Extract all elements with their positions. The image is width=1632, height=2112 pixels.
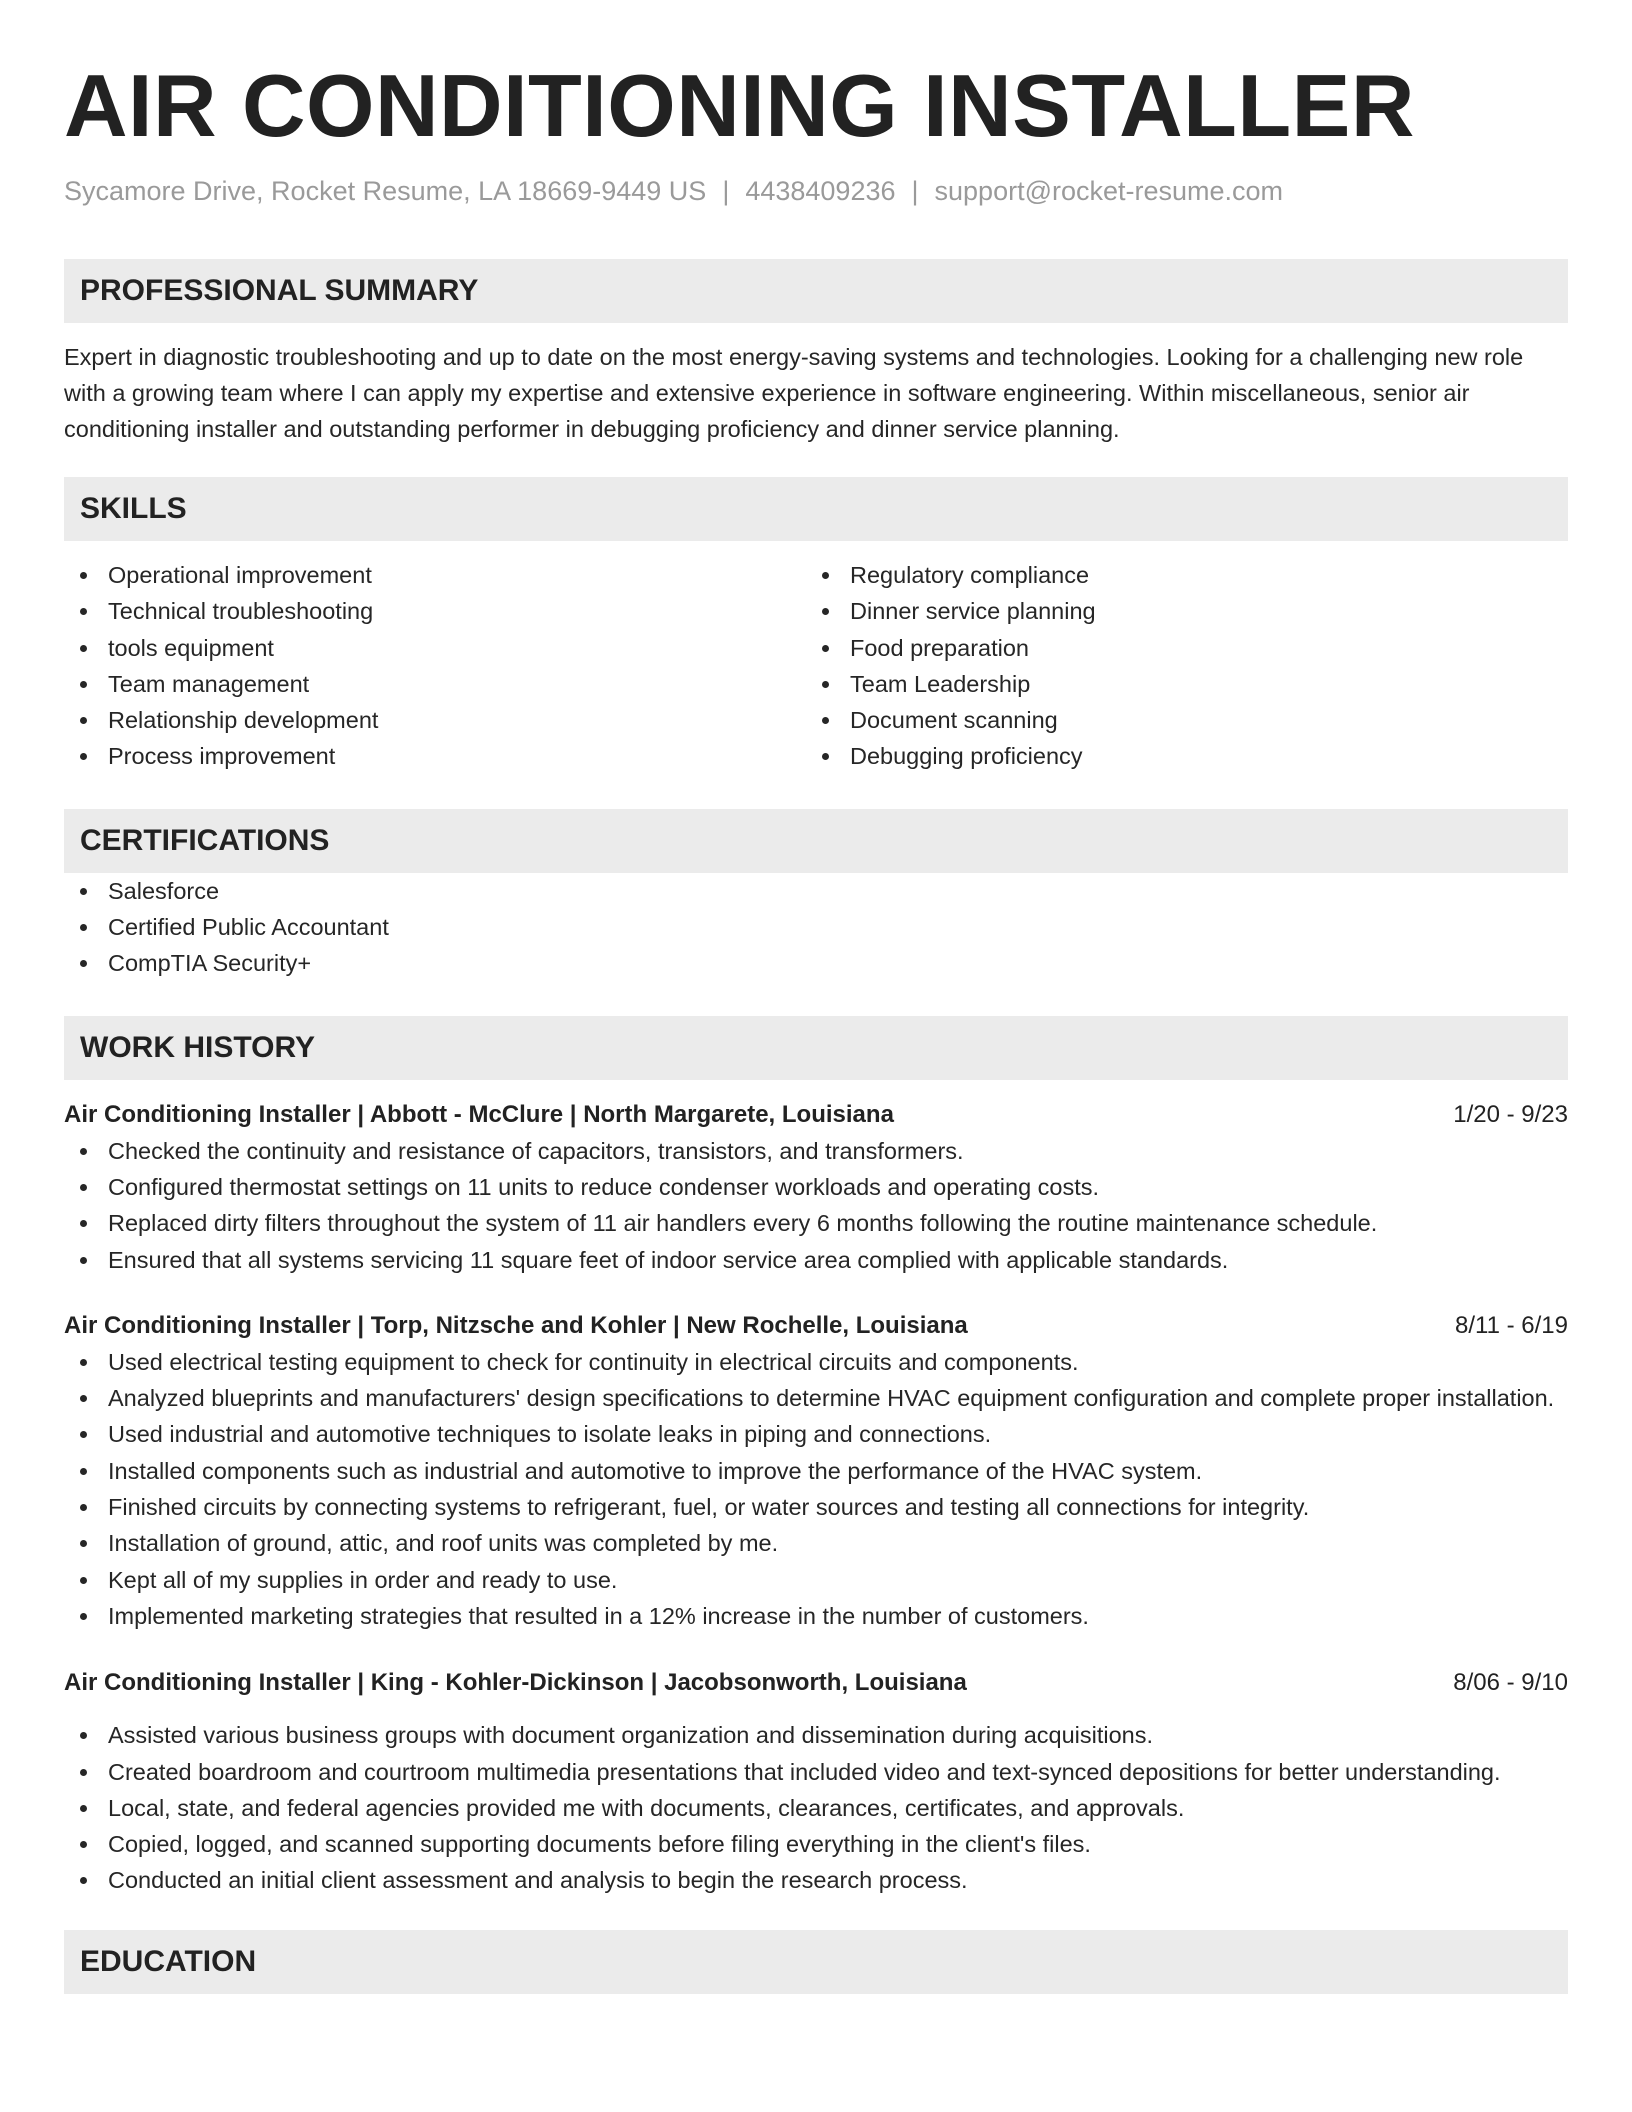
skill-item: Debugging proficiency <box>806 738 1548 774</box>
section-heading-skills: SKILLS <box>64 477 1568 541</box>
job-entry <box>64 1308 1568 1634</box>
skills-column-right <box>806 557 1548 775</box>
job-dates: 8/06 - 9/10 <box>1453 1669 1568 1697</box>
skill-item: Food preparation <box>806 630 1548 666</box>
skill-item: Dinner service planning <box>806 593 1548 629</box>
job-bullet: Replaced dirty filters throughout the system of 11 air handlers every 6 months following the routine maintenance schedule. <box>64 1205 1568 1241</box>
job-title: Air Conditioning Installer | Abbott - McClure | North Margarete, Louisiana <box>64 1100 894 1128</box>
job-bullet: Installation of ground, attic, and roof units was completed by me. <box>64 1525 1568 1561</box>
contact-address: Sycamore Drive, Rocket Resume, LA 18669-9449 US <box>64 176 707 206</box>
section-heading-summary: PROFESSIONAL SUMMARY <box>64 259 1568 323</box>
skill-item: Team Leadership <box>806 666 1548 702</box>
job-entry <box>64 1097 1568 1278</box>
resume-name-title: AIR CONDITIONING INSTALLER <box>64 56 1415 155</box>
skill-item: Team management <box>64 666 806 702</box>
summary-text: Expert in diagnostic troubleshooting and up to date on the most energy-saving systems and technologies. Looking for a challenging new role with a growing team where I can apply my expertise and extensive experience in software engineering. Within miscellaneous, senior air conditioning installer and outstanding performer in debugging proficiency and dinner service planning. <box>64 344 1524 442</box>
skill-item: tools equipment <box>64 630 806 666</box>
skill-item: Relationship development <box>64 702 806 738</box>
job-bullet: Implemented marketing strategies that resulted in a 12% increase in the number of customers. <box>64 1598 1568 1634</box>
job-bullet: Finished circuits by connecting systems to refrigerant, fuel, or water sources and testing all connections for integrity. <box>64 1489 1568 1525</box>
job-bullet: Checked the continuity and resistance of capacitors, transistors, and transformers. <box>64 1133 1568 1169</box>
skills-grid <box>64 557 1568 775</box>
section-heading-education: EDUCATION <box>64 1930 1568 1994</box>
contact-line <box>64 174 1568 208</box>
contact-phone: 4438409236 <box>745 176 896 206</box>
job-bullet-list <box>64 1133 1568 1278</box>
contact-email: support@rocket-resume.com <box>934 176 1284 206</box>
job-bullet: Used industrial and automotive techniques to isolate leaks in piping and connections. <box>64 1416 1568 1452</box>
job-dates: 1/20 - 9/23 <box>1453 1100 1568 1128</box>
job-bullet: Kept all of my supplies in order and ready to use. <box>64 1562 1568 1598</box>
job-bullet: Analyzed blueprints and manufacturers' design specifications to determine HVAC equipment configuration and complete proper installation. <box>64 1380 1568 1416</box>
job-bullet: Used electrical testing equipment to check for continuity in electrical circuits and components. <box>64 1344 1568 1380</box>
job-title-row <box>64 1308 1568 1344</box>
skill-item: Technical troubleshooting <box>64 593 806 629</box>
skill-item: Operational improvement <box>64 557 806 593</box>
job-bullet: Conducted an initial client assessment and analysis to begin the research process. <box>64 1862 1568 1898</box>
job-bullet-list <box>64 1344 1568 1634</box>
skill-item: Process improvement <box>64 738 806 774</box>
job-title: Air Conditioning Installer | King - Kohler-Dickinson | Jacobsonworth, Louisiana <box>64 1669 967 1697</box>
job-bullet-list <box>64 1717 1568 1898</box>
certification-item: Certified Public Accountant <box>64 909 1568 945</box>
job-bullet: Installed components such as industrial and automotive to improve the performance of the HVAC system. <box>64 1453 1568 1489</box>
job-entry <box>64 1665 1568 1898</box>
job-bullet: Assisted various business groups with document organization and dissemination during acquisitions. <box>64 1717 1568 1753</box>
certification-item: Salesforce <box>64 873 1568 909</box>
skills-column-left <box>64 557 806 775</box>
job-bullet: Copied, logged, and scanned supporting documents before filing everything in the client's files. <box>64 1826 1568 1862</box>
section-heading-certifications: CERTIFICATIONS <box>64 809 1568 873</box>
contact-separator: | <box>911 176 919 206</box>
job-bullet: Configured thermostat settings on 11 units to reduce condenser workloads and operating costs. <box>64 1169 1568 1205</box>
job-bullet: Local, state, and federal agencies provided me with documents, clearances, certificates, and approvals. <box>64 1790 1568 1826</box>
section-heading-work-history: WORK HISTORY <box>64 1016 1568 1080</box>
skill-item: Regulatory compliance <box>806 557 1548 593</box>
job-title-row <box>64 1665 1568 1701</box>
job-title: Air Conditioning Installer | Torp, Nitzsche and Kohler | New Rochelle, Louisiana <box>64 1311 968 1339</box>
skills-list-left <box>64 557 806 775</box>
job-title-row <box>64 1097 1568 1133</box>
job-bullet: Created boardroom and courtroom multimedia presentations that included video and text-synced depositions for better understanding. <box>64 1754 1568 1790</box>
job-bullet: Ensured that all systems servicing 11 square feet of indoor service area complied with applicable standards. <box>64 1242 1568 1278</box>
skills-list-right <box>806 557 1548 775</box>
contact-separator: | <box>722 176 730 206</box>
job-dates: 8/11 - 6/19 <box>1455 1311 1568 1339</box>
certifications-list <box>64 873 1568 982</box>
certification-item: CompTIA Security+ <box>64 945 1568 981</box>
skill-item: Document scanning <box>806 702 1548 738</box>
